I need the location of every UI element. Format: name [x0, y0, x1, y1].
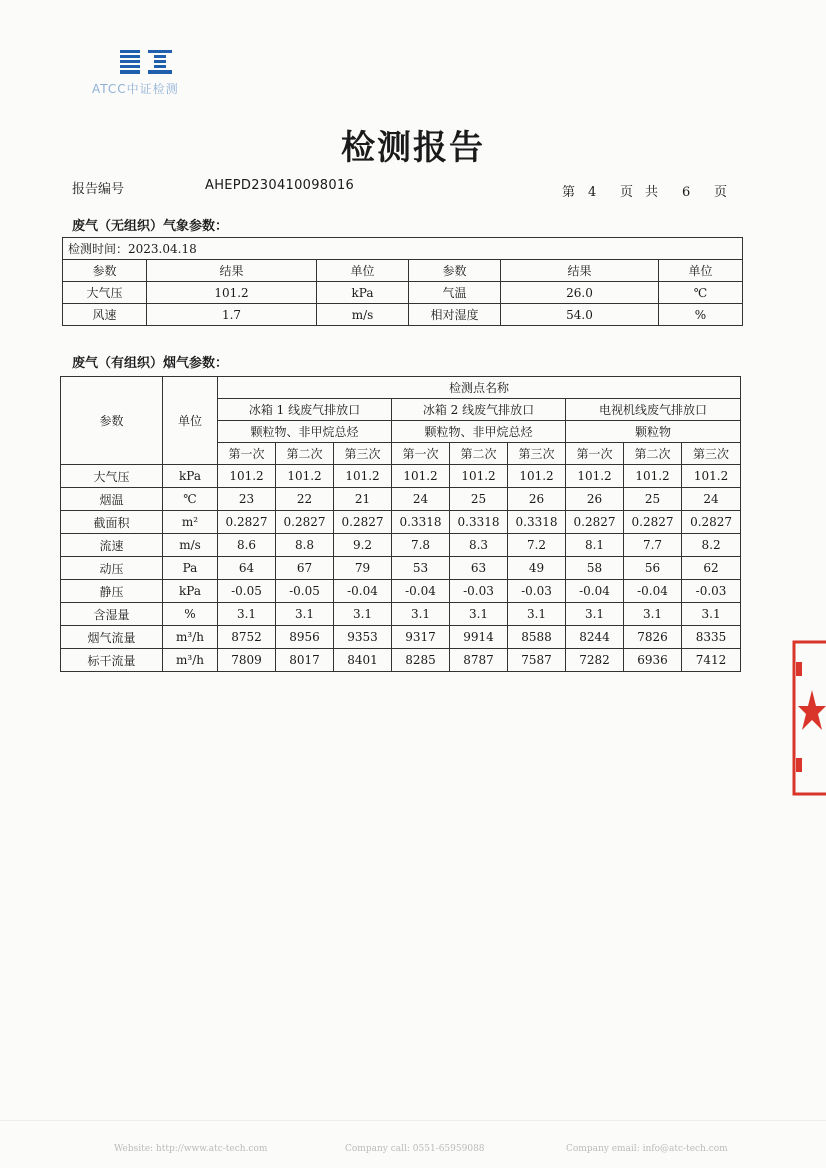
param-unit: m³/h	[163, 626, 218, 649]
param-unit: m²	[163, 511, 218, 534]
param-unit: ℃	[163, 488, 218, 511]
logo-mark-icon	[120, 50, 180, 76]
run-header: 第二次	[624, 443, 682, 465]
table-row	[61, 580, 741, 603]
table-cell: 101.2	[566, 465, 624, 488]
test-time: 检测时间：2023.04.18	[63, 238, 743, 260]
table-cell: 0.3318	[392, 511, 450, 534]
table-cell: 0.3318	[508, 511, 566, 534]
table-cell: 101.2	[450, 465, 508, 488]
param-unit: Pa	[163, 557, 218, 580]
param-name: 含湿量	[61, 603, 163, 626]
table-row	[61, 649, 741, 672]
table-cell: 8.2	[682, 534, 741, 557]
report-number-label: 报告编号	[72, 182, 125, 197]
table-header: 单位	[317, 260, 409, 282]
page-total: 6	[682, 185, 691, 200]
company-logo	[92, 50, 222, 100]
point-name: 冰箱 1 线废气排放口	[218, 399, 392, 421]
table-cell: 3.1	[334, 603, 392, 626]
run-header: 第二次	[450, 443, 508, 465]
table-row	[63, 304, 743, 326]
table-cell: 7.8	[392, 534, 450, 557]
table-cell: 7282	[566, 649, 624, 672]
table-cell: 8.1	[566, 534, 624, 557]
point-name: 冰箱 2 线废气排放口	[392, 399, 566, 421]
param-name: 烟气流量	[61, 626, 163, 649]
table-header: 参数	[409, 260, 501, 282]
table-cell: 56	[624, 557, 682, 580]
table-cell: 8244	[566, 626, 624, 649]
param-unit: %	[163, 603, 218, 626]
table-cell: 9353	[334, 626, 392, 649]
table-cell: 0.2827	[276, 511, 334, 534]
table-cell: 8401	[334, 649, 392, 672]
table-cell: 54.0	[501, 304, 659, 326]
table-cell: 0.2827	[334, 511, 392, 534]
param-name: 静压	[61, 580, 163, 603]
table-cell: 8017	[276, 649, 334, 672]
table-cell: 79	[334, 557, 392, 580]
table-cell: 7587	[508, 649, 566, 672]
table-cell: 63	[450, 557, 508, 580]
table-cell: 气温	[409, 282, 501, 304]
page-current: 4	[588, 185, 597, 200]
table-cell: -0.05	[218, 580, 276, 603]
param-name: 标干流量	[61, 649, 163, 672]
table-cell: 9.2	[334, 534, 392, 557]
table-cell: 8.3	[450, 534, 508, 557]
table-cell: 24	[682, 488, 741, 511]
table-cell: -0.03	[508, 580, 566, 603]
table-cell: 8956	[276, 626, 334, 649]
table-cell: 101.2	[147, 282, 317, 304]
table-cell: -0.04	[334, 580, 392, 603]
table-cell: 3.1	[566, 603, 624, 626]
table-cell: 8285	[392, 649, 450, 672]
param-name: 大气压	[61, 465, 163, 488]
table-row	[63, 282, 743, 304]
table-cell: 0.2827	[218, 511, 276, 534]
table-cell: 67	[276, 557, 334, 580]
table-cell: 58	[566, 557, 624, 580]
param-unit: m³/h	[163, 649, 218, 672]
table-cell: -0.03	[450, 580, 508, 603]
table-cell: 101.2	[218, 465, 276, 488]
table-cell: 3.1	[218, 603, 276, 626]
point-items: 颗粒物、非甲烷总烃	[218, 421, 392, 443]
table-cell: -0.05	[276, 580, 334, 603]
table-cell: 9317	[392, 626, 450, 649]
table-cell: 0.3318	[450, 511, 508, 534]
table-cell: 9914	[450, 626, 508, 649]
param-header: 参数	[61, 377, 163, 465]
point-name: 电视机线废气排放口	[566, 399, 741, 421]
table-cell: 22	[276, 488, 334, 511]
table-cell: 26	[566, 488, 624, 511]
table-cell: 0.2827	[566, 511, 624, 534]
table-header: 结果	[147, 260, 317, 282]
table-cell: 8588	[508, 626, 566, 649]
table-cell: 8335	[682, 626, 741, 649]
table-cell: 101.2	[276, 465, 334, 488]
param-unit: kPa	[163, 580, 218, 603]
page-prefix: 第	[562, 185, 576, 200]
param-unit: kPa	[163, 465, 218, 488]
table-cell: kPa	[317, 282, 409, 304]
footer-website: Website: http://www.atc-tech.com	[114, 1144, 268, 1154]
table-cell: 3.1	[392, 603, 450, 626]
table-cell: 53	[392, 557, 450, 580]
table-cell: 25	[624, 488, 682, 511]
table-header: 结果	[501, 260, 659, 282]
table-row	[61, 534, 741, 557]
param-name: 动压	[61, 557, 163, 580]
table-cell: 3.1	[276, 603, 334, 626]
table-cell: 0.2827	[682, 511, 741, 534]
table-cell: 大气压	[63, 282, 147, 304]
param-unit: m/s	[163, 534, 218, 557]
table-cell: 风速	[63, 304, 147, 326]
table-cell: 101.2	[508, 465, 566, 488]
section-title-fugitive: 废气（无组织）气象参数：	[72, 219, 229, 234]
table-cell: 1.7	[147, 304, 317, 326]
table-cell: 7.2	[508, 534, 566, 557]
page-indicator	[562, 181, 727, 200]
table-cell: 3.1	[682, 603, 741, 626]
table-cell: 101.2	[624, 465, 682, 488]
table-cell: 8787	[450, 649, 508, 672]
page-title: 检测报告	[341, 128, 485, 168]
param-name: 流速	[61, 534, 163, 557]
point-items: 颗粒物	[566, 421, 741, 443]
param-name: 烟温	[61, 488, 163, 511]
page-suffix: 页	[714, 185, 728, 200]
run-header: 第三次	[334, 443, 392, 465]
table-cell: m/s	[317, 304, 409, 326]
table-cell: 101.2	[334, 465, 392, 488]
table-cell: 相对湿度	[409, 304, 501, 326]
point-header: 检测点名称	[218, 377, 741, 399]
run-header: 第三次	[508, 443, 566, 465]
page-mid: 页共	[620, 185, 671, 200]
table-cell: -0.04	[566, 580, 624, 603]
table-cell: 6936	[624, 649, 682, 672]
table-cell: 21	[334, 488, 392, 511]
table-cell: 101.2	[392, 465, 450, 488]
table-cell: -0.04	[392, 580, 450, 603]
table-row	[61, 626, 741, 649]
table-cell: 8.8	[276, 534, 334, 557]
table-row	[61, 488, 741, 511]
table-header: 参数	[63, 260, 147, 282]
table-cell: ℃	[659, 282, 743, 304]
run-header: 第二次	[276, 443, 334, 465]
table-cell: 7.7	[624, 534, 682, 557]
footer-phone: Company call: 0551-65959088	[345, 1144, 485, 1154]
table-cell: 23	[218, 488, 276, 511]
param-name: 截面积	[61, 511, 163, 534]
table-cell: -0.04	[624, 580, 682, 603]
run-header: 第三次	[682, 443, 741, 465]
table-row	[61, 557, 741, 580]
table-row	[61, 603, 741, 626]
table-cell: 7412	[682, 649, 741, 672]
table-cell: 8752	[218, 626, 276, 649]
table-cell: 25	[450, 488, 508, 511]
table-cell: 24	[392, 488, 450, 511]
table-row	[61, 465, 741, 488]
table-cell: 49	[508, 557, 566, 580]
table-cell: 7826	[624, 626, 682, 649]
section-title-organized: 废气（有组织）烟气参数：	[72, 356, 229, 371]
table-cell: 62	[682, 557, 741, 580]
table-cell: 7809	[218, 649, 276, 672]
table-cell: 26.0	[501, 282, 659, 304]
table-row	[61, 511, 741, 534]
table-cell: %	[659, 304, 743, 326]
table-cell: 0.2827	[624, 511, 682, 534]
footer-divider	[0, 1120, 826, 1121]
run-header: 第一次	[566, 443, 624, 465]
table-cell: 3.1	[624, 603, 682, 626]
weather-params-table	[62, 237, 743, 326]
table-cell: -0.03	[682, 580, 741, 603]
table-cell: 64	[218, 557, 276, 580]
table-cell: 8.6	[218, 534, 276, 557]
run-header: 第一次	[218, 443, 276, 465]
table-cell: 3.1	[508, 603, 566, 626]
red-seal-stamp-icon	[786, 640, 826, 796]
logo-text: ATCC中证检测	[92, 82, 179, 96]
table-header: 单位	[659, 260, 743, 282]
footer-email: Company email: info@atc-tech.com	[566, 1144, 728, 1154]
point-items: 颗粒物、非甲烷总烃	[392, 421, 566, 443]
table-cell: 26	[508, 488, 566, 511]
report-number: AHEPD230410098016	[205, 178, 355, 193]
run-header: 第一次	[392, 443, 450, 465]
unit-header: 单位	[163, 377, 218, 465]
table-cell: 3.1	[450, 603, 508, 626]
table-cell: 101.2	[682, 465, 741, 488]
flue-gas-params-table	[60, 376, 741, 672]
